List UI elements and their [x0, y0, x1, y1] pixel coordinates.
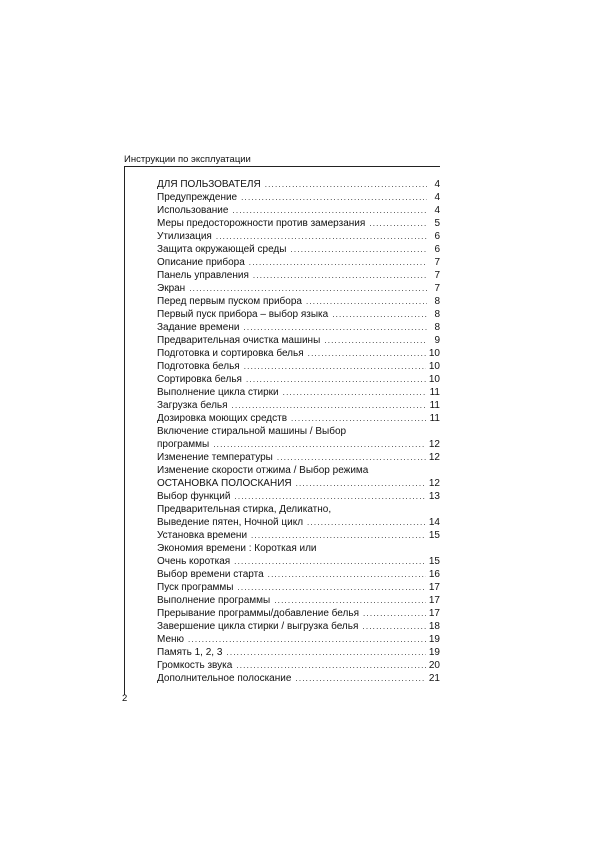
toc-entry-page: 18 [428, 621, 440, 632]
toc-entry-page: 17 [428, 582, 440, 593]
toc-entry-page: 8 [434, 322, 440, 333]
toc-entry-page: 11 [429, 400, 440, 411]
toc-entry [157, 633, 440, 646]
toc-entry-title: Выведение пятен, Ночной цикл [157, 517, 304, 528]
toc-entry [157, 529, 440, 542]
toc-entry [157, 425, 440, 438]
toc-dot-leader [277, 451, 426, 464]
document-header-title: Инструкции по эксплуатации [124, 154, 251, 165]
toc-entry [157, 217, 440, 230]
toc-entry-page: 10 [428, 374, 440, 385]
toc-entry-page: 11 [429, 387, 440, 398]
toc-dot-leader [232, 204, 427, 217]
toc-entry-title: ОСТАНОВКА ПОЛОСКАНИЯ [157, 478, 292, 489]
toc-entry [157, 490, 440, 503]
toc-entry-title: Включение стиральной машины / Выбор [157, 426, 347, 437]
side-divider [124, 166, 125, 695]
toc-entry-title: Память 1, 2, 3 [157, 647, 223, 658]
toc-dot-leader [189, 282, 427, 295]
toc-entry-title: Прерывание программы/добавление белья [157, 608, 359, 619]
toc-entry-page: 21 [428, 673, 440, 684]
toc-entry [157, 542, 440, 555]
toc-entry-title: Установка времени [157, 530, 248, 541]
toc-entry [157, 646, 440, 659]
toc-entry-page: 5 [434, 218, 440, 229]
toc-entry [157, 568, 440, 581]
toc-entry [157, 594, 440, 607]
toc-entry [157, 243, 440, 256]
toc-entry [157, 386, 440, 399]
toc-dot-leader [216, 230, 427, 243]
toc-entry [157, 477, 440, 490]
toc-entry-title: Очень короткая [157, 556, 231, 567]
toc-entry-title: Экономия времени : Короткая или [157, 543, 317, 554]
toc-entry-title: Изменение скорости отжима / Выбор режима [157, 465, 369, 476]
toc-entry-title: Задание времени [157, 322, 240, 333]
page-number: 2 [122, 693, 128, 704]
toc-entry [157, 555, 440, 568]
toc-entry [157, 230, 440, 243]
toc-entry-title: Первый пуск прибора – выбор языка [157, 309, 329, 320]
toc-entry-title: Завершение цикла стирки / выгрузка белья [157, 621, 359, 632]
toc-dot-leader [291, 412, 427, 425]
toc-dot-leader [188, 633, 426, 646]
toc-entry [157, 620, 440, 633]
toc-entry-title: Предварительная очистка машины [157, 335, 321, 346]
toc-dot-leader [307, 516, 426, 529]
toc-dot-leader [308, 347, 426, 360]
toc-entry-page: 8 [434, 296, 440, 307]
toc-entry-title: ДЛЯ ПОЛЬЗОВАТЕЛЯ [157, 179, 261, 190]
toc-entry-page: 4 [434, 192, 440, 203]
toc-entry [157, 399, 440, 412]
toc-entry-page: 14 [428, 517, 440, 528]
header-divider [124, 166, 440, 167]
toc-dot-leader [306, 295, 427, 308]
toc-entry-page: 7 [434, 283, 440, 294]
toc-entry-page: 9 [434, 335, 440, 346]
table-of-contents [157, 178, 440, 685]
toc-dot-leader [268, 568, 426, 581]
toc-entry-title: Предупреждение [157, 192, 238, 203]
toc-dot-leader [295, 672, 425, 685]
toc-entry [157, 360, 440, 373]
toc-entry-title: Сортировка белья [157, 374, 242, 385]
toc-entry-page: 10 [428, 348, 440, 359]
toc-entry-title: Подготовка и сортировка белья [157, 348, 304, 359]
toc-entry [157, 269, 440, 282]
toc-dot-leader [265, 178, 427, 191]
toc-entry [157, 464, 440, 477]
toc-dot-leader [234, 555, 426, 568]
toc-dot-leader [234, 490, 425, 503]
toc-dot-leader [226, 646, 425, 659]
toc-dot-leader [249, 256, 427, 269]
toc-entry [157, 321, 440, 334]
toc-entry [157, 412, 440, 425]
toc-entry [157, 295, 440, 308]
toc-entry-page: 12 [428, 439, 440, 450]
toc-dot-leader [244, 360, 426, 373]
toc-entry-page: 15 [428, 530, 440, 541]
toc-entry [157, 178, 440, 191]
toc-dot-leader [232, 399, 427, 412]
toc-entry-page: 17 [428, 595, 440, 606]
toc-entry-title: Дополнительное полоскание [157, 673, 292, 684]
toc-entry-title: Использование [157, 205, 229, 216]
toc-dot-leader [290, 243, 427, 256]
toc-entry-page: 8 [434, 309, 440, 320]
toc-entry [157, 373, 440, 386]
toc-entry-title: Защита окружающей среды [157, 244, 287, 255]
toc-entry [157, 256, 440, 269]
toc-dot-leader [243, 321, 427, 334]
toc-entry-page: 4 [434, 179, 440, 190]
toc-entry-page: 6 [434, 231, 440, 242]
toc-entry-page: 12 [428, 452, 440, 463]
toc-dot-leader [332, 308, 427, 321]
toc-entry-page: 7 [434, 257, 440, 268]
toc-entry [157, 308, 440, 321]
toc-entry [157, 438, 440, 451]
toc-dot-leader [274, 594, 426, 607]
toc-entry [157, 191, 440, 204]
toc-entry [157, 659, 440, 672]
toc-entry-title: программы [157, 439, 210, 450]
toc-entry-page: 10 [428, 361, 440, 372]
toc-entry-page: 12 [428, 478, 440, 489]
toc-entry [157, 347, 440, 360]
toc-dot-leader [237, 581, 425, 594]
toc-entry-page: 4 [434, 205, 440, 216]
toc-entry-title: Громкость звука [157, 660, 233, 671]
toc-entry-page: 17 [428, 608, 440, 619]
toc-entry-page: 20 [428, 660, 440, 671]
toc-entry-title: Загрузка белья [157, 400, 228, 411]
toc-entry-title: Меры предосторожности против замерзания [157, 218, 366, 229]
toc-entry-page: 19 [428, 634, 440, 645]
toc-dot-leader [253, 269, 427, 282]
toc-entry-page: 15 [428, 556, 440, 567]
toc-dot-leader [324, 334, 427, 347]
toc-dot-leader [236, 659, 426, 672]
toc-entry-title: Экран [157, 283, 186, 294]
toc-dot-leader [369, 217, 427, 230]
toc-entry-title: Выполнение цикла стирки [157, 387, 279, 398]
toc-dot-leader [241, 191, 427, 204]
toc-dot-leader [362, 620, 425, 633]
toc-entry-page: 7 [434, 270, 440, 281]
toc-dot-leader [213, 438, 426, 451]
toc-dot-leader [296, 477, 426, 490]
toc-entry [157, 334, 440, 347]
toc-entry-title: Дозировка моющих средств [157, 413, 288, 424]
toc-entry-page: 6 [434, 244, 440, 255]
toc-entry-title: Пуск программы [157, 582, 234, 593]
toc-dot-leader [283, 386, 427, 399]
toc-entry-title: Выполнение программы [157, 595, 271, 606]
toc-entry [157, 503, 440, 516]
toc-dot-leader [251, 529, 426, 542]
toc-entry-page: 13 [428, 491, 440, 502]
toc-entry [157, 451, 440, 464]
toc-entry-title: Предварительная стирка, Деликатно, [157, 504, 332, 515]
toc-entry-title: Выбор функций [157, 491, 231, 502]
toc-entry [157, 581, 440, 594]
toc-entry-page: 19 [428, 647, 440, 658]
toc-entry [157, 607, 440, 620]
toc-entry-title: Панель управления [157, 270, 249, 281]
toc-entry-title: Описание прибора [157, 257, 245, 268]
toc-entry [157, 516, 440, 529]
toc-dot-leader [363, 607, 426, 620]
toc-entry [157, 672, 440, 685]
toc-entry-page: 11 [429, 413, 440, 424]
toc-entry-title: Утилизация [157, 231, 212, 242]
toc-entry-title: Выбор времени старта [157, 569, 264, 580]
toc-entry [157, 204, 440, 217]
toc-entry-page: 16 [428, 569, 440, 580]
toc-entry-title: Подготовка белья [157, 361, 240, 372]
toc-entry-title: Изменение температуры [157, 452, 273, 463]
toc-entry [157, 282, 440, 295]
toc-dot-leader [246, 373, 426, 386]
toc-entry-title: Перед первым пуском прибора [157, 296, 302, 307]
toc-entry-title: Меню [157, 634, 185, 645]
